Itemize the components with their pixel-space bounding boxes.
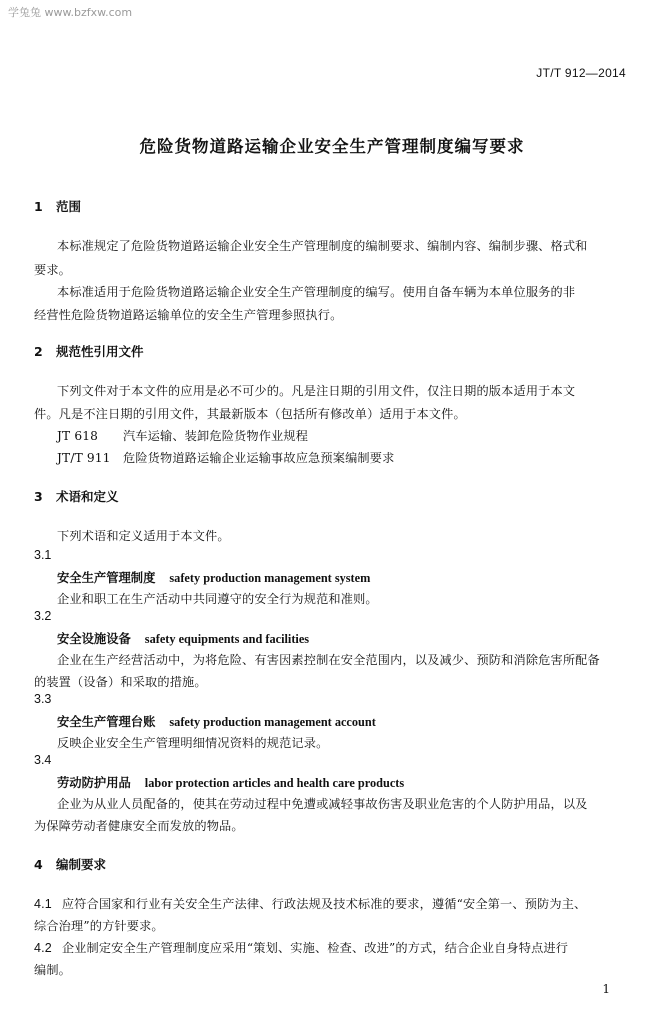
clause-number: 4.1 (34, 897, 52, 911)
clause-text: 企业制定安全生产管理制度应采用“策划、实施、检查、改进”的方式，结合企业自身特点进行 (61, 941, 569, 955)
term-cn: 劳动防护用品 (57, 775, 131, 790)
term-definition: 为保障劳动者健康安全而发放的物品。 (34, 819, 244, 833)
section-1-heading (34, 197, 81, 215)
section-3-heading (34, 487, 119, 505)
reference-item (57, 427, 308, 444)
paragraph: 经营性危险货物道路运输单位的安全生产管理参照执行。 (34, 308, 343, 322)
watermark: 学兔兔 www.bzfxw.com (8, 6, 133, 19)
term-heading (57, 629, 309, 647)
section-number: 2 (34, 344, 43, 359)
clause-text: 编制。 (34, 963, 72, 977)
term-heading (57, 712, 376, 730)
term-heading (57, 773, 404, 791)
term-cn: 安全生产管理台账 (57, 714, 156, 729)
term-definition: 的装置（设备）和采取的措施。 (34, 675, 207, 689)
section-number: 3 (34, 489, 43, 504)
term-en: safety production management account (169, 715, 376, 729)
document-title: 危险货物道路运输企业安全生产管理制度编写要求 (139, 137, 525, 156)
term-cn: 安全生产管理制度 (57, 570, 156, 585)
term-number: 3.2 (34, 609, 52, 623)
term-en: safety equipments and facilities (144, 632, 310, 646)
clause-text: 应符合国家和行业有关安全生产法律、行政法规及技术标准的要求，遵循“安全第一、预防为主、 (61, 897, 587, 911)
clause (34, 939, 568, 956)
section-number: 1 (34, 199, 43, 214)
term-definition: 企业在生产经营活动中，为将危险、有害因素控制在安全范围内，以及减少、预防和消除危害所配备 (57, 653, 600, 667)
paragraph: 下列术语和定义适用于本文件。 (57, 529, 230, 543)
term-number: 3.3 (34, 692, 52, 706)
paragraph: 要求。 (34, 263, 72, 277)
paragraph: 本标准适用于危险货物道路运输企业安全生产管理制度的编写。使用自备车辆为本单位服务的非 (57, 285, 576, 299)
page-number: 1 (602, 982, 610, 996)
term-en: labor protection articles and health care products (144, 776, 405, 790)
term-definition: 企业为从业人员配备的，使其在劳动过程中免遭或减轻事故伤害及职业危害的个人防护用品，以及 (57, 797, 588, 811)
paragraph: 下列文件对于本文件的应用是必不可少的。凡是注日期的引用文件，仅注日期的版本适用于本文 (57, 384, 576, 398)
clause-text: 综合治理”的方针要求。 (34, 919, 164, 933)
reference-code: JT 618 (57, 429, 99, 443)
term-definition: 企业和职工在生产活动中共同遵守的安全行为规范和准则。 (57, 592, 378, 606)
reference-item (57, 449, 394, 466)
term-en: safety production management system (169, 571, 371, 585)
section-title: 范围 (56, 199, 82, 214)
reference-title: 汽车运输、装卸危险货物作业规程 (123, 429, 309, 443)
term-number: 3.1 (34, 548, 52, 562)
term-number: 3.4 (34, 753, 52, 767)
term-cn: 安全设施设备 (57, 631, 131, 646)
paragraph: 本标准规定了危险货物道路运输企业安全生产管理制度的编制要求、编制内容、编制步骤、格式和 (57, 239, 588, 253)
reference-title: 危险货物道路运输企业运输事故应急预案编制要求 (123, 451, 395, 465)
term-definition: 反映企业安全生产管理明细情况资料的规范记录。 (57, 736, 329, 750)
term-heading (57, 568, 370, 586)
section-2-heading (34, 342, 144, 360)
clause (34, 895, 586, 912)
section-title: 规范性引用文件 (56, 344, 144, 359)
reference-code: JT/T 911 (57, 451, 111, 465)
section-title: 术语和定义 (56, 489, 119, 504)
paragraph: 件。凡是不注日期的引用文件，其最新版本（包括所有修改单）适用于本文件。 (34, 407, 466, 421)
section-number: 4 (34, 857, 43, 872)
standard-code: JT/T 912—2014 (536, 66, 626, 80)
clause-number: 4.2 (34, 941, 52, 955)
section-title: 编制要求 (56, 857, 107, 872)
section-4-heading (34, 855, 106, 873)
